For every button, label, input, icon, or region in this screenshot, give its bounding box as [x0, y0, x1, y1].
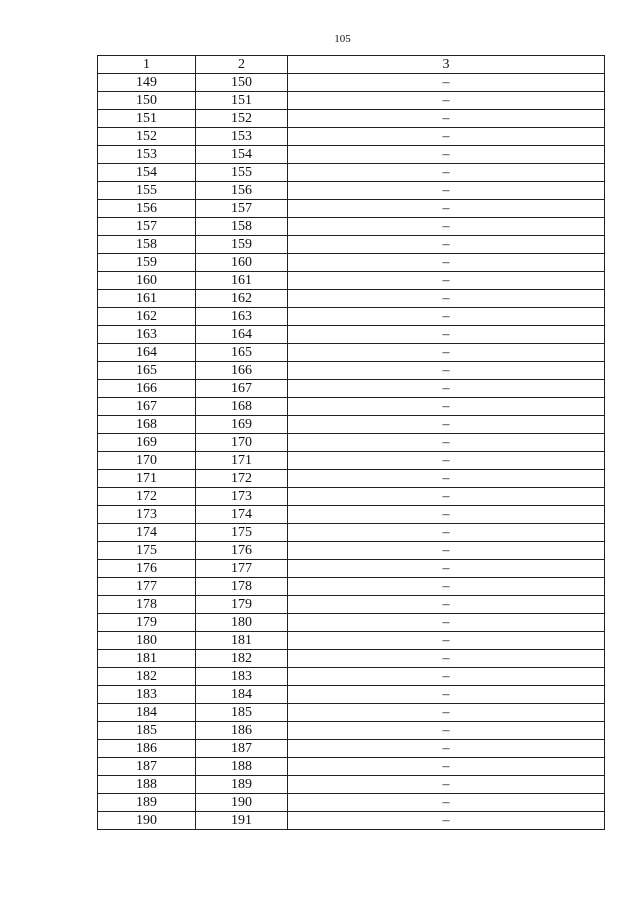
table-row: [98, 362, 605, 380]
table-cell-col-3: –: [288, 92, 605, 110]
table-cell-col-1: 173: [98, 506, 196, 524]
table-row: [98, 722, 605, 740]
table-cell-col-3: –: [288, 308, 605, 326]
table-cell-col-2: 186: [196, 722, 288, 740]
table-cell-col-2: 152: [196, 110, 288, 128]
table-cell-col-2: 184: [196, 686, 288, 704]
table-cell-col-3: –: [288, 812, 605, 830]
table-cell-col-2: 175: [196, 524, 288, 542]
table-cell-col-2: 163: [196, 308, 288, 326]
table-row: [98, 578, 605, 596]
table-row: [98, 794, 605, 812]
column-header-1: 1: [98, 56, 196, 74]
table-cell-col-3: –: [288, 362, 605, 380]
table-row: [98, 434, 605, 452]
table-cell-col-1: 179: [98, 614, 196, 632]
table-cell-col-2: 168: [196, 398, 288, 416]
table-cell-col-3: –: [288, 452, 605, 470]
table-cell-col-2: 151: [196, 92, 288, 110]
table-cell-col-1: 165: [98, 362, 196, 380]
table-cell-col-2: 166: [196, 362, 288, 380]
table-cell-col-3: –: [288, 326, 605, 344]
table-cell-col-2: 178: [196, 578, 288, 596]
table-cell-col-2: 150: [196, 74, 288, 92]
table-cell-col-1: 183: [98, 686, 196, 704]
table-cell-col-1: 175: [98, 542, 196, 560]
table-cell-col-1: 186: [98, 740, 196, 758]
table-cell-col-3: –: [288, 182, 605, 200]
table-row: [98, 614, 605, 632]
table-row: [98, 326, 605, 344]
table-cell-col-1: 178: [98, 596, 196, 614]
table-row: [98, 596, 605, 614]
table-cell-col-1: 181: [98, 650, 196, 668]
table-cell-col-2: 190: [196, 794, 288, 812]
table-cell-col-2: 189: [196, 776, 288, 794]
table-row: [98, 398, 605, 416]
table-cell-col-3: –: [288, 272, 605, 290]
table-cell-col-3: –: [288, 290, 605, 308]
table-header-row: [98, 56, 605, 74]
table-cell-col-2: 171: [196, 452, 288, 470]
table-row: [98, 758, 605, 776]
table-row: [98, 308, 605, 326]
table-cell-col-2: 191: [196, 812, 288, 830]
table-cell-col-1: 189: [98, 794, 196, 812]
table-cell-col-3: –: [288, 434, 605, 452]
table-cell-col-2: 188: [196, 758, 288, 776]
table-cell-col-1: 176: [98, 560, 196, 578]
table-cell-col-3: –: [288, 398, 605, 416]
table-row: [98, 686, 605, 704]
table-cell-col-2: 183: [196, 668, 288, 686]
table-cell-col-2: 172: [196, 470, 288, 488]
table-cell-col-2: 155: [196, 164, 288, 182]
table-row: [98, 128, 605, 146]
table-row: [98, 812, 605, 830]
table-cell-col-2: 177: [196, 560, 288, 578]
table-cell-col-1: 159: [98, 254, 196, 272]
table-cell-col-2: 165: [196, 344, 288, 362]
table-row: [98, 272, 605, 290]
table-cell-col-2: 169: [196, 416, 288, 434]
table-row: [98, 236, 605, 254]
table-cell-col-3: –: [288, 596, 605, 614]
table-cell-col-1: 151: [98, 110, 196, 128]
table-cell-col-1: 168: [98, 416, 196, 434]
table-row: [98, 416, 605, 434]
table-cell-col-2: 160: [196, 254, 288, 272]
table-cell-col-1: 154: [98, 164, 196, 182]
table-cell-col-2: 162: [196, 290, 288, 308]
table-cell-col-3: –: [288, 524, 605, 542]
table-row: [98, 200, 605, 218]
table-cell-col-1: 155: [98, 182, 196, 200]
table-row: [98, 704, 605, 722]
table-cell-col-2: 185: [196, 704, 288, 722]
table-row: [98, 146, 605, 164]
table-cell-col-1: 149: [98, 74, 196, 92]
table-cell-col-1: 174: [98, 524, 196, 542]
table-cell-col-3: –: [288, 722, 605, 740]
table-cell-col-1: 163: [98, 326, 196, 344]
table-cell-col-3: –: [288, 74, 605, 92]
table-cell-col-1: 190: [98, 812, 196, 830]
table-cell-col-1: 172: [98, 488, 196, 506]
table-cell-col-1: 153: [98, 146, 196, 164]
table-cell-col-1: 184: [98, 704, 196, 722]
table-cell-col-3: –: [288, 146, 605, 164]
table-cell-col-2: 181: [196, 632, 288, 650]
table-row: [98, 344, 605, 362]
table-row: [98, 650, 605, 668]
table-row: [98, 506, 605, 524]
table-cell-col-2: 154: [196, 146, 288, 164]
table-cell-col-3: –: [288, 470, 605, 488]
table-cell-col-3: –: [288, 110, 605, 128]
table-cell-col-1: 161: [98, 290, 196, 308]
table-cell-col-3: –: [288, 650, 605, 668]
table-cell-col-1: 160: [98, 272, 196, 290]
table-row: [98, 470, 605, 488]
table-cell-col-3: –: [288, 128, 605, 146]
table-cell-col-1: 185: [98, 722, 196, 740]
table-row: [98, 740, 605, 758]
table-cell-col-2: 170: [196, 434, 288, 452]
table-cell-col-1: 180: [98, 632, 196, 650]
column-header-3: 3: [288, 56, 605, 74]
table-cell-col-3: –: [288, 686, 605, 704]
table-row: [98, 632, 605, 650]
data-table: [97, 55, 605, 830]
table-cell-col-2: 157: [196, 200, 288, 218]
table-cell-col-3: –: [288, 200, 605, 218]
table-cell-col-3: –: [288, 578, 605, 596]
table-cell-col-1: 150: [98, 92, 196, 110]
table-cell-col-1: 166: [98, 380, 196, 398]
table-cell-col-1: 170: [98, 452, 196, 470]
table-body: [98, 74, 605, 830]
table-cell-col-2: 187: [196, 740, 288, 758]
table-cell-col-3: –: [288, 488, 605, 506]
table-cell-col-3: –: [288, 668, 605, 686]
table-cell-col-3: –: [288, 506, 605, 524]
table-cell-col-3: –: [288, 254, 605, 272]
table-row: [98, 776, 605, 794]
table-cell-col-3: –: [288, 164, 605, 182]
table-cell-col-1: 182: [98, 668, 196, 686]
table-cell-col-1: 157: [98, 218, 196, 236]
table-cell-col-3: –: [288, 380, 605, 398]
table-cell-col-2: 159: [196, 236, 288, 254]
table-row: [98, 110, 605, 128]
table-row: [98, 290, 605, 308]
table-cell-col-2: 153: [196, 128, 288, 146]
column-header-2: 2: [196, 56, 288, 74]
table-cell-col-2: 182: [196, 650, 288, 668]
table-cell-col-2: 167: [196, 380, 288, 398]
table-cell-col-2: 174: [196, 506, 288, 524]
page-number: 105: [334, 33, 351, 45]
table-cell-col-3: –: [288, 704, 605, 722]
table-row: [98, 74, 605, 92]
table-cell-col-3: –: [288, 614, 605, 632]
table-cell-col-1: 167: [98, 398, 196, 416]
table-cell-col-1: 156: [98, 200, 196, 218]
table-cell-col-2: 161: [196, 272, 288, 290]
table-cell-col-1: 162: [98, 308, 196, 326]
table-cell-col-1: 188: [98, 776, 196, 794]
table-row: [98, 560, 605, 578]
table-row: [98, 668, 605, 686]
table-row: [98, 182, 605, 200]
table-cell-col-3: –: [288, 218, 605, 236]
table-cell-col-3: –: [288, 740, 605, 758]
table-cell-col-1: 158: [98, 236, 196, 254]
table-cell-col-2: 156: [196, 182, 288, 200]
table-row: [98, 218, 605, 236]
table-row: [98, 380, 605, 398]
table-row: [98, 452, 605, 470]
table-cell-col-2: 179: [196, 596, 288, 614]
table-cell-col-2: 158: [196, 218, 288, 236]
table-cell-col-2: 164: [196, 326, 288, 344]
table-row: [98, 524, 605, 542]
table-cell-col-1: 169: [98, 434, 196, 452]
table-cell-col-1: 187: [98, 758, 196, 776]
table-cell-col-3: –: [288, 560, 605, 578]
table-cell-col-1: 171: [98, 470, 196, 488]
table-row: [98, 254, 605, 272]
table-cell-col-3: –: [288, 416, 605, 434]
table-cell-col-3: –: [288, 236, 605, 254]
table-cell-col-3: –: [288, 758, 605, 776]
table-cell-col-3: –: [288, 344, 605, 362]
table-row: [98, 542, 605, 560]
table-cell-col-3: –: [288, 632, 605, 650]
table-cell-col-1: 164: [98, 344, 196, 362]
table-cell-col-3: –: [288, 542, 605, 560]
table-cell-col-1: 152: [98, 128, 196, 146]
table-cell-col-1: 177: [98, 578, 196, 596]
table-cell-col-2: 180: [196, 614, 288, 632]
table-cell-col-2: 176: [196, 542, 288, 560]
table-cell-col-2: 173: [196, 488, 288, 506]
table-cell-col-3: –: [288, 776, 605, 794]
table-row: [98, 488, 605, 506]
table-row: [98, 92, 605, 110]
table-row: [98, 164, 605, 182]
table-cell-col-3: –: [288, 794, 605, 812]
